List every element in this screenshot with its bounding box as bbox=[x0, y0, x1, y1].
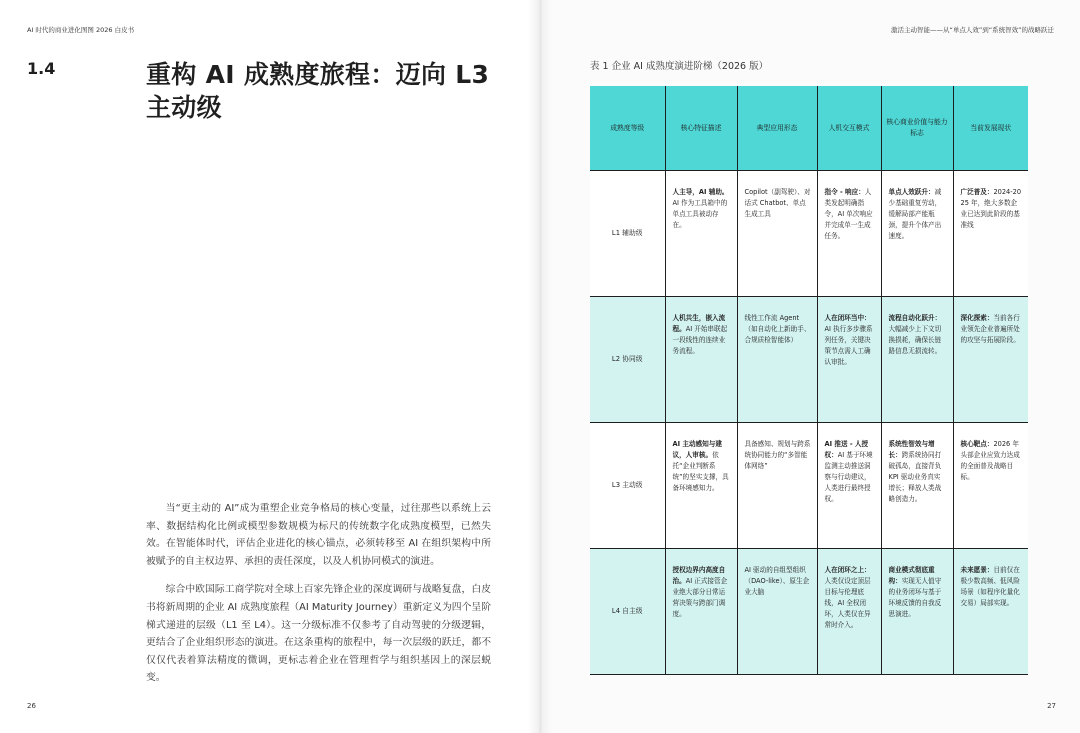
status-text: 目前仅在极少数高频、低风险场景（如程序化量化交易）局部实现。 bbox=[960, 566, 1020, 607]
feature-cell bbox=[665, 171, 737, 297]
interaction-cell bbox=[817, 297, 881, 423]
status-text: 2026 年头部企业应致力达成的全面普及战略目标。 bbox=[960, 440, 1020, 481]
value-lead: 流程自动化跃升： bbox=[888, 314, 942, 322]
level-cell: L3 主动级 bbox=[590, 423, 665, 549]
interaction-lead: 指令 - 响应： bbox=[824, 188, 865, 196]
value-cell bbox=[881, 423, 953, 549]
status-cell bbox=[953, 423, 1028, 549]
header-status: 当前发展现状 bbox=[953, 86, 1028, 171]
body-text bbox=[146, 500, 491, 698]
feature-lead: AI 主动感知与建议，人审核。 bbox=[672, 440, 722, 459]
interaction-lead: 人在闭环当中： bbox=[824, 314, 871, 322]
interaction-text: AI 执行多步骤系列任务，关键决策节点需人工确认审批。 bbox=[824, 325, 873, 366]
section-title: 重构 AI 成熟度旅程：迈向 L3 主动级 bbox=[146, 60, 490, 122]
feature-cell bbox=[665, 549, 737, 675]
feature-text: AI 作为工具箱中的单点工具被动存在。 bbox=[672, 199, 728, 229]
interaction-lead: AI 推送 - 人授权： bbox=[824, 440, 869, 459]
value-cell bbox=[881, 171, 953, 297]
value-lead: 商业模式彻底重构： bbox=[888, 566, 935, 585]
maturity-ladder-table bbox=[590, 86, 1028, 675]
table-row bbox=[590, 549, 1028, 675]
status-cell bbox=[953, 171, 1028, 297]
value-text: 大幅减少上下文切换损耗，确保长链路信息无损流转。 bbox=[888, 325, 942, 355]
status-lead: 广泛普及： bbox=[960, 188, 994, 196]
status-lead: 未来愿景： bbox=[960, 566, 994, 574]
feature-text: 依托“企业判断系统”的坚实支撑，具备环境感知力。 bbox=[672, 451, 729, 492]
level-cell: L4 自主级 bbox=[590, 549, 665, 675]
status-text: 当前各行业领先企业普遍所处的攻坚与拓展阶段。 bbox=[960, 314, 1020, 344]
feature-text: AI 正式接管企业绝大部分日常运营决策与跨部门调度。 bbox=[672, 577, 728, 618]
section-number: 1.4 bbox=[27, 59, 56, 78]
status-lead: 深化探索： bbox=[960, 314, 994, 322]
feature-lead: 人主导，AI 辅助。 bbox=[672, 188, 729, 196]
level-cell: L2 协同级 bbox=[590, 297, 665, 423]
body-paragraph-2: 综合中欧国际工商学院对全球上百家先锋企业的深度调研与战略复盘，白皮书将新周期的企业 AI 成熟度旅程（AI Maturity Journey）重新定义为四个呈阶梯式递进的层级（L1 至 L4）。这一分级标准不仅参考了自动驾驶的分级逻辑，更结合了企业组织形态的演进。在这条重构的旅程中，每一次层级的跃迁，都不仅仅代表着算法精度的微调，更标志着企业在管理哲学与组织基因上的深层蜕变。 bbox=[146, 584, 491, 684]
interaction-cell bbox=[817, 171, 881, 297]
interaction-text: 人类发起明确指令，AI 单次响应并完成单一生成任务。 bbox=[824, 188, 873, 240]
status-text: 2024-2025 年，绝大多数企业已达到此阶段的基准线 bbox=[960, 188, 1022, 229]
level-cell: L1 辅助级 bbox=[590, 171, 665, 297]
header-interaction: 人机交互模式 bbox=[817, 86, 881, 171]
feature-cell bbox=[665, 297, 737, 423]
interaction-cell bbox=[817, 549, 881, 675]
status-lead: 核心靶点： bbox=[960, 440, 994, 448]
value-lead: 系统性智效与增长： bbox=[888, 440, 935, 459]
header-apps: 典型应用形态 bbox=[737, 86, 817, 171]
feature-text: AI 开始串联起一段线性的连续业务流程。 bbox=[672, 325, 728, 355]
feature-lead: 人机共生，嵌入流程。 bbox=[672, 314, 726, 333]
apps-cell: Copilot（副驾驶）、对话式 Chatbot、单点生成工具 bbox=[737, 171, 817, 297]
apps-cell: 具备感知、规划与跨系统协同能力的“多智能体网络” bbox=[737, 423, 817, 549]
header-level: 成熟度等级 bbox=[590, 86, 665, 171]
table-header-row bbox=[590, 86, 1028, 171]
value-text: 跨系统协同打破孤岛，直接背负 KPI 驱动业务真实增长；释放人类战略创造力。 bbox=[888, 451, 942, 503]
value-cell bbox=[881, 549, 953, 675]
value-text: 减少基础重复劳动，缓解局部产能瓶颈，提升个体产出速度。 bbox=[888, 188, 942, 240]
apps-cell: 线性工作流 Agent（如自动化上新助手、合规质检智能体） bbox=[737, 297, 817, 423]
body-paragraph-1: 当“更主动的 AI”成为重塑企业竞争格局的核心变量，过往那些以系统上云率、数据结构化比例或模型参数规模为标尺的传统数字化成熟度模型，已然失效。在智能体时代，评估企业进化的核心锚点，必须转移至 AI 在组织架构中所被赋予的自主权边界、承担的责任深度，以及人机协同模式的演进。 bbox=[146, 503, 491, 567]
interaction-cell bbox=[817, 423, 881, 549]
left-page-number: 26 bbox=[27, 702, 36, 710]
header-value: 核心商业价值与能力标志 bbox=[881, 86, 953, 171]
value-text: 实现无人值守的业务闭环与基于环境反馈的自我反思演进。 bbox=[888, 577, 942, 618]
value-cell bbox=[881, 297, 953, 423]
right-page-number: 27 bbox=[1047, 702, 1056, 710]
feature-lead: 授权边界内高度自治。 bbox=[672, 566, 726, 585]
status-cell bbox=[953, 297, 1028, 423]
value-lead: 单点人效跃升： bbox=[888, 188, 935, 196]
table-row bbox=[590, 171, 1028, 297]
table-caption: 表 1 企业 AI 成熟度演进阶梯（2026 版） bbox=[590, 61, 769, 72]
feature-cell bbox=[665, 423, 737, 549]
table-row bbox=[590, 423, 1028, 549]
interaction-text: AI 基于环境监测主动推送洞察与行动建议，人类进行最终授权。 bbox=[824, 451, 873, 503]
interaction-lead: 人在闭环之上： bbox=[824, 566, 871, 574]
left-running-head: AI 时代的商业进化图图 2026 白皮书 bbox=[27, 26, 135, 34]
table-row bbox=[590, 297, 1028, 423]
status-cell bbox=[953, 549, 1028, 675]
right-running-head: 激活主动智能——从“单点人效”到“系统智效”的战略跃迁 bbox=[891, 26, 1054, 34]
interaction-text: 人类仅设定顶层目标与伦理底线，AI 全权闭环，人类仅在异常时介入。 bbox=[824, 577, 871, 629]
header-feature: 核心特征描述 bbox=[665, 86, 737, 171]
apps-cell: AI 驱动的自组型组织（DAO-like）、原生企业大脑 bbox=[737, 549, 817, 675]
right-page bbox=[540, 0, 1080, 733]
